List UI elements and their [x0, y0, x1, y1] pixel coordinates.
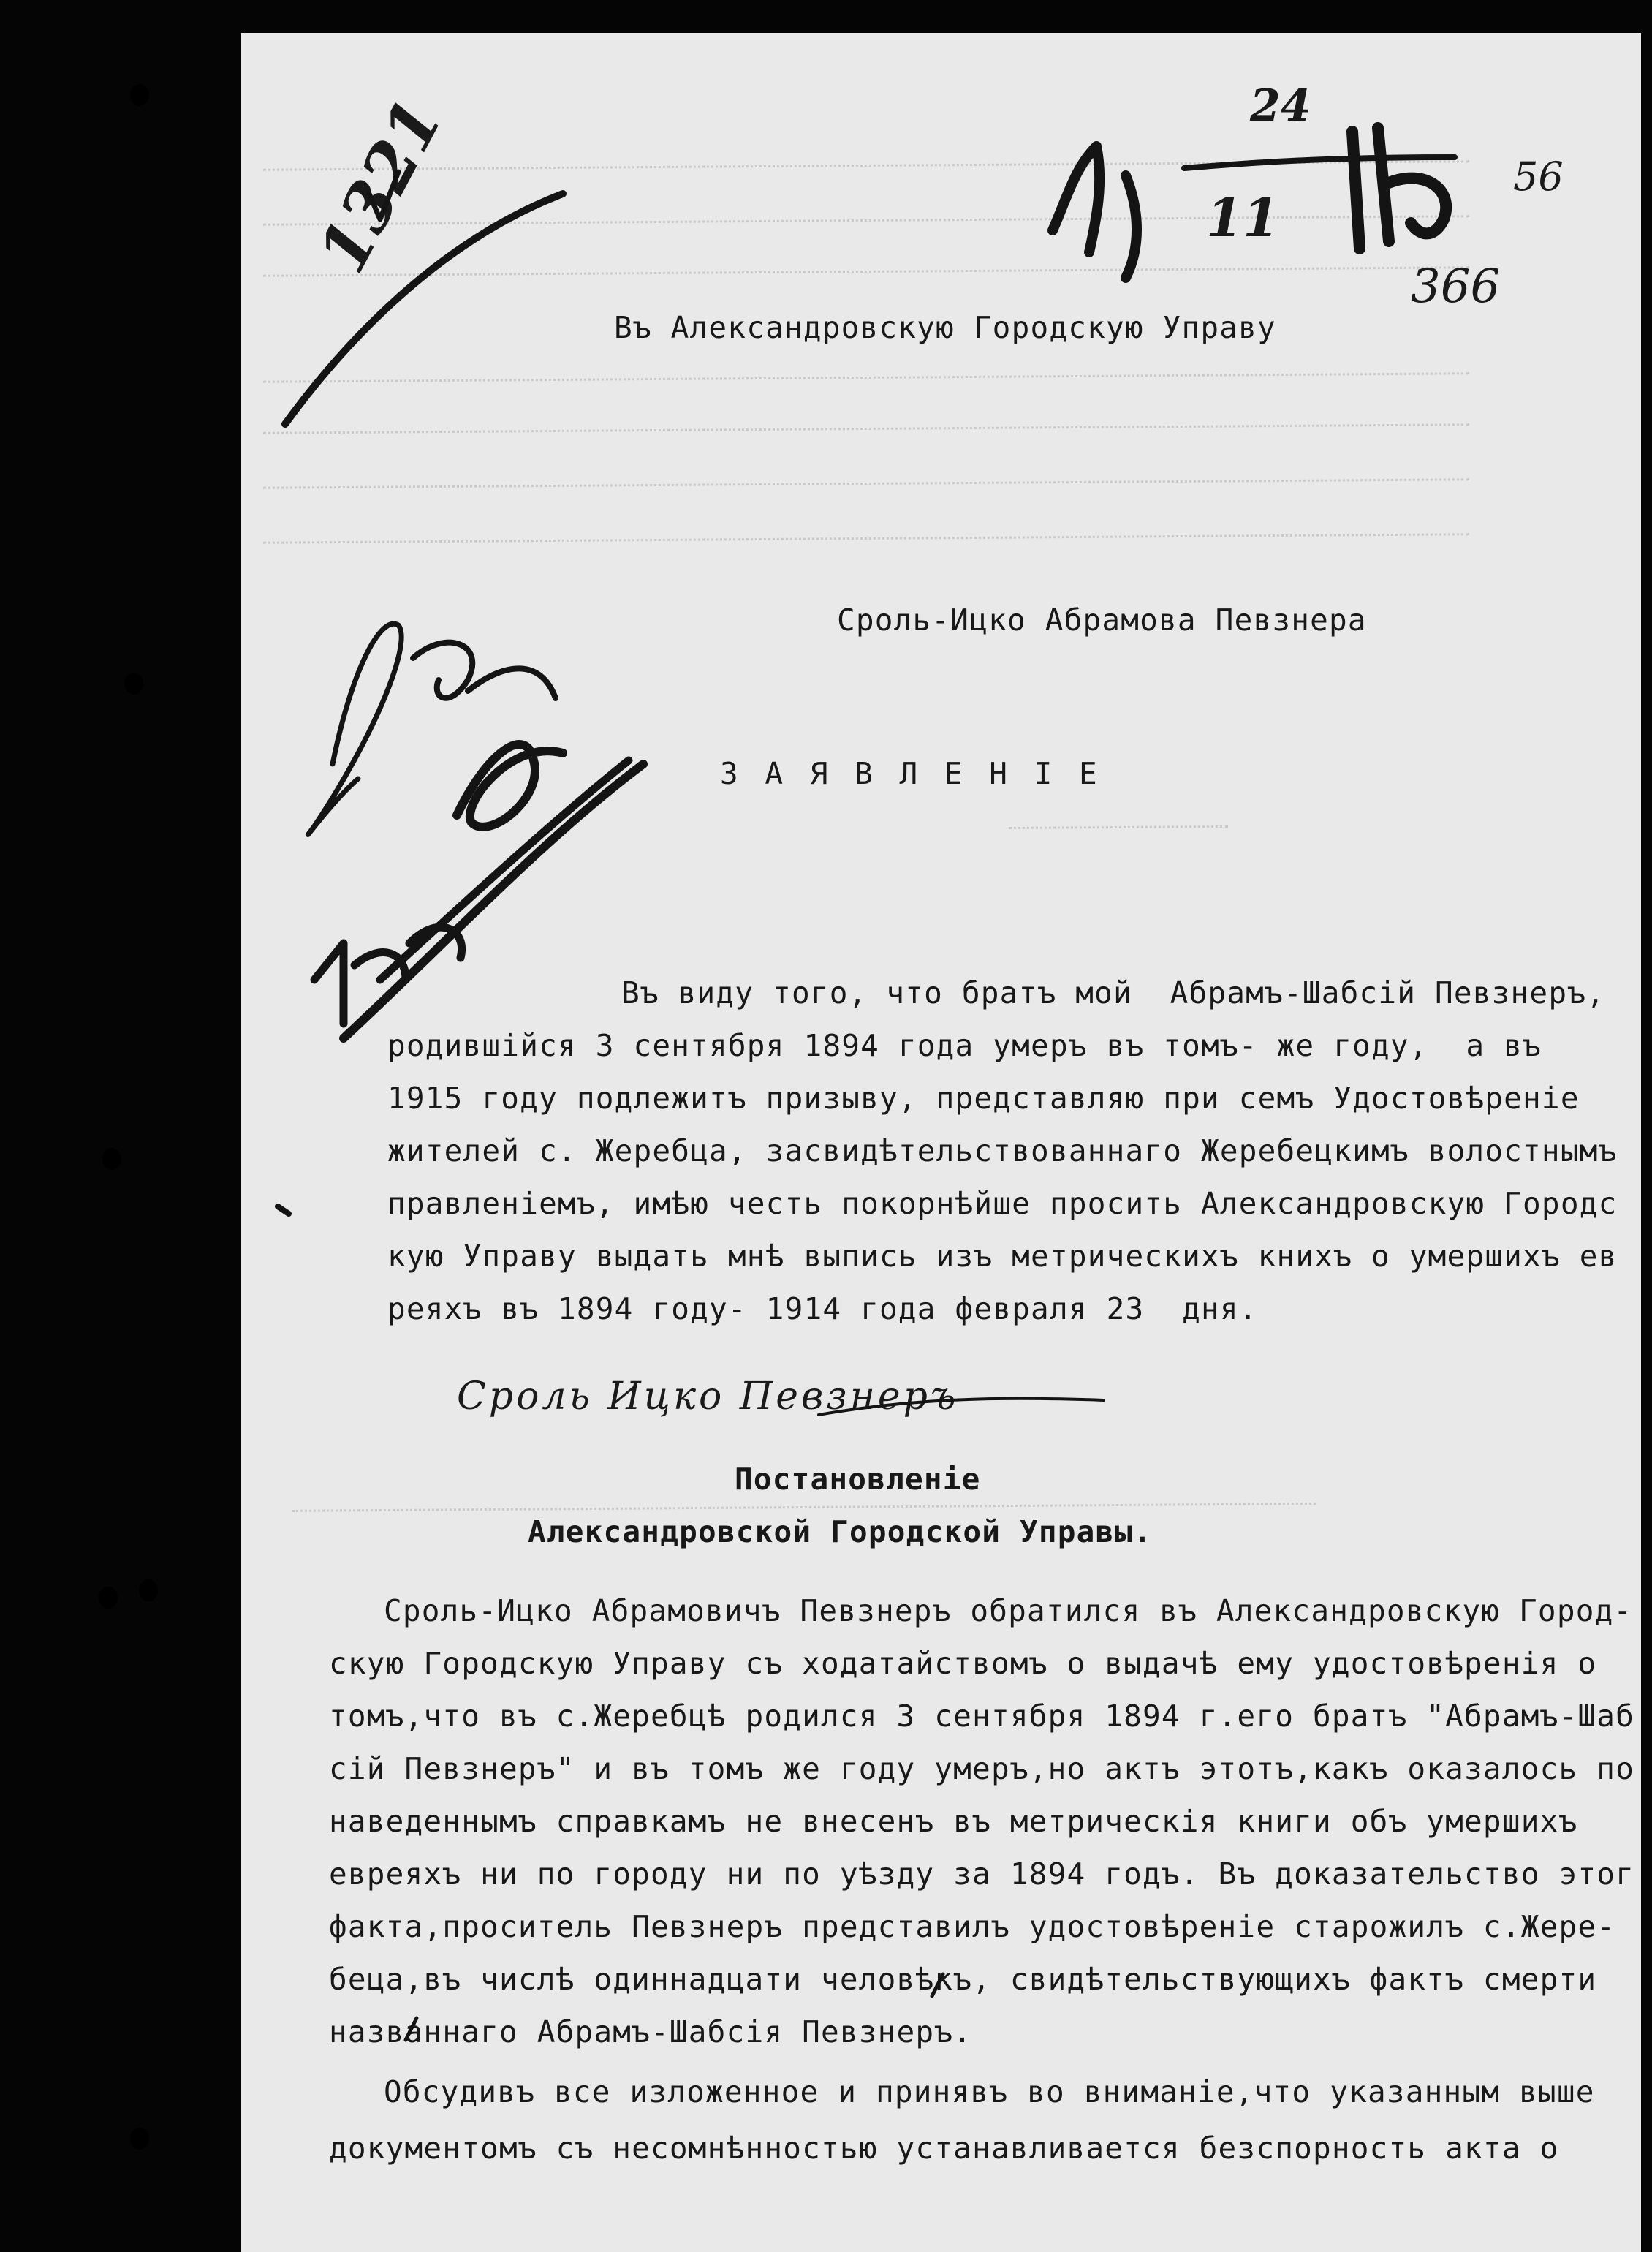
resolution-line: названнаго Абрамъ-Шабсія Певзнеръ. — [329, 2014, 973, 2049]
resolution-line: скую Городскую Управу съ ходатайствомъ о выдачѣ ему удостовѣренія о — [329, 1646, 1597, 1681]
application-line: родившійся 3 сентября 1894 года умеръ въ томъ- же году, а въ — [387, 1028, 1542, 1063]
applicant-signature: Сроль Ицко Певзнеръ — [457, 1375, 959, 1418]
file-number-note: 366 — [1411, 260, 1501, 314]
addressee-line: Въ Александровскую Городскую Управу — [614, 310, 1276, 345]
resolution-line: томъ,что въ с.Жеребцѣ родился 3 сентября 1894 г.его братъ "Абрамъ-Шаб — [329, 1699, 1635, 1734]
application-line: Въ виду того, что братъ мой Абрамъ-Шабсій Певзнеръ, — [621, 975, 1605, 1010]
application-line: жителей с. Жеребца, засвидѣтельствованнаго Жеребецкимъ волостнымъ — [387, 1133, 1618, 1168]
application-line: правленіемъ, имѣю честь покорнѣйше просить Александровскую Городс — [387, 1186, 1618, 1221]
archive-number-note: 1321 — [303, 86, 458, 285]
page-number-note: 56 — [1513, 154, 1564, 200]
resolution-subtitle: Александровской Городской Управы. — [528, 1514, 1153, 1549]
resolution-line: документомъ съ несомнѣнностью устанавливается безспорность акта о — [329, 2131, 1559, 2166]
application-line: 1915 году подлежитъ призыву, представляю при семъ Удостовѣреніе — [387, 1081, 1580, 1116]
resolution-line: Сроль-Ицко Абрамовичъ Певзнеръ обратился въ Александровскую Город- — [384, 1593, 1633, 1628]
resolution-title: Постановленіе — [735, 1462, 981, 1497]
date-note-top: 24 — [1250, 80, 1311, 132]
resolution-line: Обсудивъ все изложенное и принявъ во вниманіе,что указанным выше — [384, 2074, 1595, 2109]
resolution-line: наведеннымъ справкамъ не внесенъ въ метрическія книги объ умершихъ — [329, 1804, 1578, 1839]
resolution-line: сій Певзнеръ" и въ томъ же году умеръ,но актъ этотъ,какъ оказалось по — [329, 1751, 1635, 1786]
document-title: З А Я В Л Е Н І Е — [720, 756, 1102, 791]
application-line: кую Управу выдать мнѣ выпись изъ метрическихъ книхъ о умершихъ ев — [387, 1239, 1618, 1274]
resolution-line: факта,проситель Певзнеръ представилъ удостовѣреніе старожилъ с.Жере- — [329, 1909, 1616, 1944]
application-line: реяхъ въ 1894 году- 1914 года февраля 23 дня. — [387, 1291, 1258, 1326]
sender-name: Сроль-Ицко Абрамова Певзнера — [837, 602, 1367, 638]
date-note-bottom: 11 — [1206, 186, 1280, 249]
resolution-line: беца,въ числѣ одиннадцати человѣкъ, свидѣтельствующихъ фактъ смерти — [329, 1962, 1597, 1997]
resolution-line: евреяхъ ни по городу ни по уѣзду за 1894 годъ. Въ доказательство этог — [329, 1856, 1635, 1892]
